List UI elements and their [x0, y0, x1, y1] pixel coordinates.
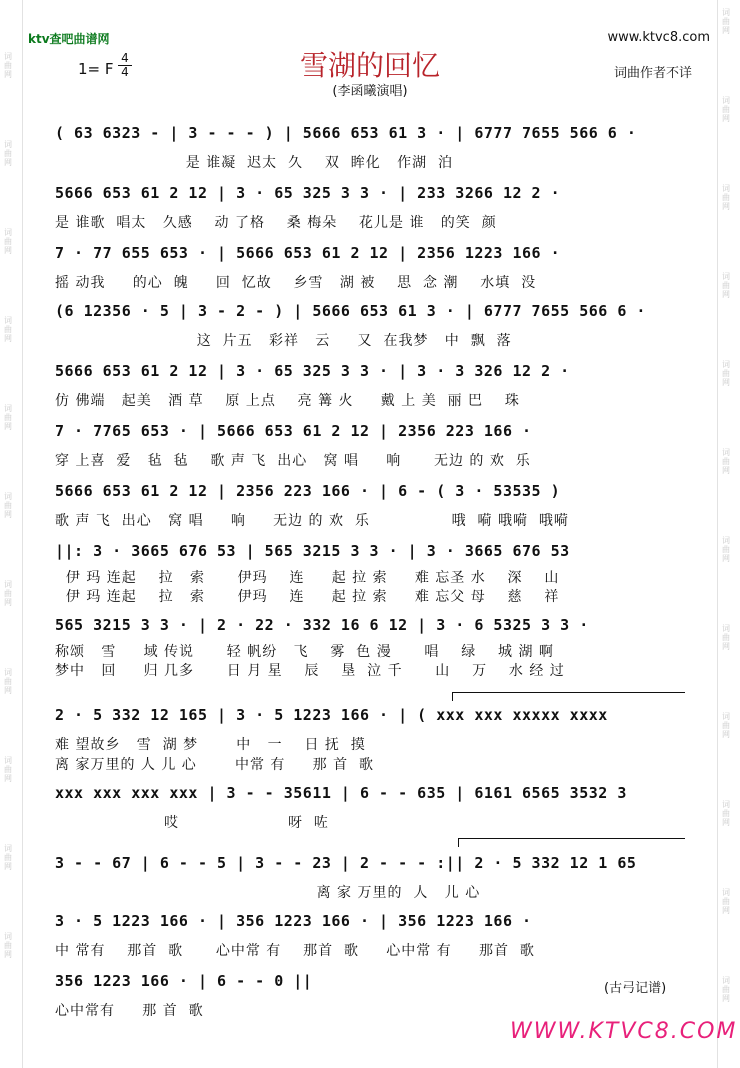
meter-top: 4: [121, 51, 129, 65]
lyric-line: 离 家 万里的 人 儿 心: [55, 885, 481, 901]
side-watermark: 词曲网: [722, 536, 730, 563]
lyric-line: 心中常有 那 首 歌: [55, 1003, 204, 1019]
lyric-line-verse-1: 难 望故乡 雪 湖 梦 中 一 日 抚 摸: [55, 737, 366, 753]
side-watermark: 词曲网: [4, 316, 12, 343]
side-watermark: 词曲网: [4, 228, 12, 255]
notation-line: 5666 653 61 2 12 | 2356 223 166 · | 6 - ( 3 · 53535 ): [55, 482, 561, 500]
right-watermark-strip: [717, 0, 740, 1068]
lyric-line-verse-2: 伊 玛 连起 拉 索 伊玛 连 起 拉 索 难 忘父 母 慈 祥: [55, 589, 560, 605]
side-watermark: 词曲网: [4, 52, 12, 79]
notation-line: 5666 653 61 2 12 | 3 · 65 325 3 3 · | 233 3266 12 2 ·: [55, 184, 561, 202]
footer-site-url[interactable]: WWW.KTVC8.COM: [510, 1019, 738, 1044]
composer-credit: 词曲作者不详: [613, 66, 692, 81]
side-watermark: 词曲网: [722, 888, 730, 915]
lyric-line: 这 片五 彩祥 云 又 在我梦 中 飘 落: [55, 333, 512, 349]
notation-line: 7 · 7765 653 · | 5666 653 61 2 12 | 2356 223 166 ·: [55, 422, 532, 440]
side-watermark: 词曲网: [722, 976, 730, 1003]
lyric-line-verse-2: 梦中 回 归 几多 日 月 星 辰 垦 泣 千 山 万 水 经 过: [55, 663, 565, 679]
lyric-line-verse-2: 离 家万里的 人 儿 心 中常 有 那 首 歌: [55, 757, 375, 773]
singer: (李函曦演唱): [332, 84, 408, 99]
side-watermark: 词曲网: [722, 8, 730, 35]
volta-bracket-2: [458, 838, 685, 847]
lyric-line-verse-1: 称颂 雪 域 传说 轻 帆纷 飞 雾 色 漫 唱 绿 城 湖 啊: [55, 644, 554, 660]
side-watermark: 词曲网: [722, 800, 730, 827]
side-watermark: 词曲网: [4, 844, 12, 871]
site-name[interactable]: ktv查吧曲谱网: [28, 32, 110, 46]
notation-line: (6 12356 · 5 | 3 - 2 - ) | 5666 653 61 3 · | 6777 7655 566 6 ·: [55, 302, 646, 320]
side-watermark: 词曲网: [722, 184, 730, 211]
notation-line: 5666 653 61 2 12 | 3 · 65 325 3 3 · | 3 · 3 326 12 2 ·: [55, 362, 570, 380]
lyric-line: 中 常有 那首 歌 心中常 有 那首 歌 心中常 有 那首 歌: [55, 943, 535, 959]
notation-line: 3 - - 67 | 6 - - 5 | 3 - - 23 | 2 - - - :|| 2 · 5 332 12 1 65: [55, 854, 637, 872]
notation-line: 2 · 5 332 12 165 | 3 · 5 1223 166 · | ( xxx xxx xxxxx xxxx: [55, 706, 608, 724]
key-signature: 1= F: [78, 60, 114, 78]
notation-line: ||: 3 · 3665 676 53 | 565 3215 3 3 · | 3 · 3665 676 53: [55, 542, 570, 560]
time-signature: [118, 53, 132, 78]
side-watermark: 词曲网: [4, 404, 12, 431]
lyric-line: 是 谁凝 迟太 久 双 眸化 作湖 泊: [55, 155, 454, 171]
lyric-line: 哎 呀 咗: [55, 815, 329, 831]
song-title: 雪湖的回忆: [299, 49, 440, 82]
volta-bracket-1: [452, 692, 685, 701]
side-watermark: 词曲网: [722, 712, 730, 739]
notation-line: ( 63 6323 - | 3 - - - ) | 5666 653 61 3 · | 6777 7655 566 6 ·: [55, 124, 637, 142]
side-watermark: 词曲网: [722, 272, 730, 299]
meter-bottom: 4: [121, 65, 129, 79]
site-url[interactable]: www.ktvc8.com: [607, 30, 710, 45]
side-watermark: 词曲网: [4, 140, 12, 167]
lyric-line: 是 谁歌 唱太 久感 动 了格 桑 梅朵 花儿是 谁 的笑 颜: [55, 215, 497, 231]
notation-line: 3 · 5 1223 166 · | 356 1223 166 · | 356 1223 166 ·: [55, 912, 532, 930]
lyric-line: 摇 动我 的心 魄 回 忆故 乡雪 湖 被 思 念 潮 水填 没: [55, 275, 537, 291]
lyric-line: 歌 声 飞 出心 窝 唱 响 无边 的 欢 乐 哦 嗬 哦嗬 哦嗬: [55, 513, 569, 529]
side-watermark: 词曲网: [722, 360, 730, 387]
notation-line: xxx xxx xxx xxx | 3 - - 35611 | 6 - - 635 | 6161 6565 3532 3: [55, 784, 627, 802]
notation-line: 356 1223 166 · | 6 - - 0 ||: [55, 972, 313, 990]
side-watermark: 词曲网: [722, 448, 730, 475]
side-watermark: 词曲网: [4, 492, 12, 519]
side-watermark: 词曲网: [722, 624, 730, 651]
side-watermark: 词曲网: [4, 756, 12, 783]
lyric-line: 仿 佛端 起美 酒 草 原 上点 亮 篝 火 戴 上 美 丽 巴 珠: [55, 393, 520, 409]
side-watermark: 词曲网: [4, 668, 12, 695]
side-watermark: 词曲网: [722, 96, 730, 123]
notation-line: 565 3215 3 3 · | 2 · 22 · 332 16 6 12 | 3 · 6 5325 3 3 ·: [55, 616, 589, 634]
left-watermark-strip: [0, 0, 23, 1068]
lyric-line: 穿 上喜 爱 毡 毡 歌 声 飞 出心 窝 唱 响 无边 的 欢 乐: [55, 453, 531, 469]
notation-line: 7 · 77 655 653 · | 5666 653 61 2 12 | 2356 1223 166 ·: [55, 244, 561, 262]
transcriber-credit: (古弓记谱): [604, 981, 667, 996]
side-watermark: 词曲网: [4, 580, 12, 607]
side-watermark: 词曲网: [4, 932, 12, 959]
lyric-line-verse-1: 伊 玛 连起 拉 索 伊玛 连 起 拉 索 难 忘圣 水 深 山: [55, 570, 560, 586]
